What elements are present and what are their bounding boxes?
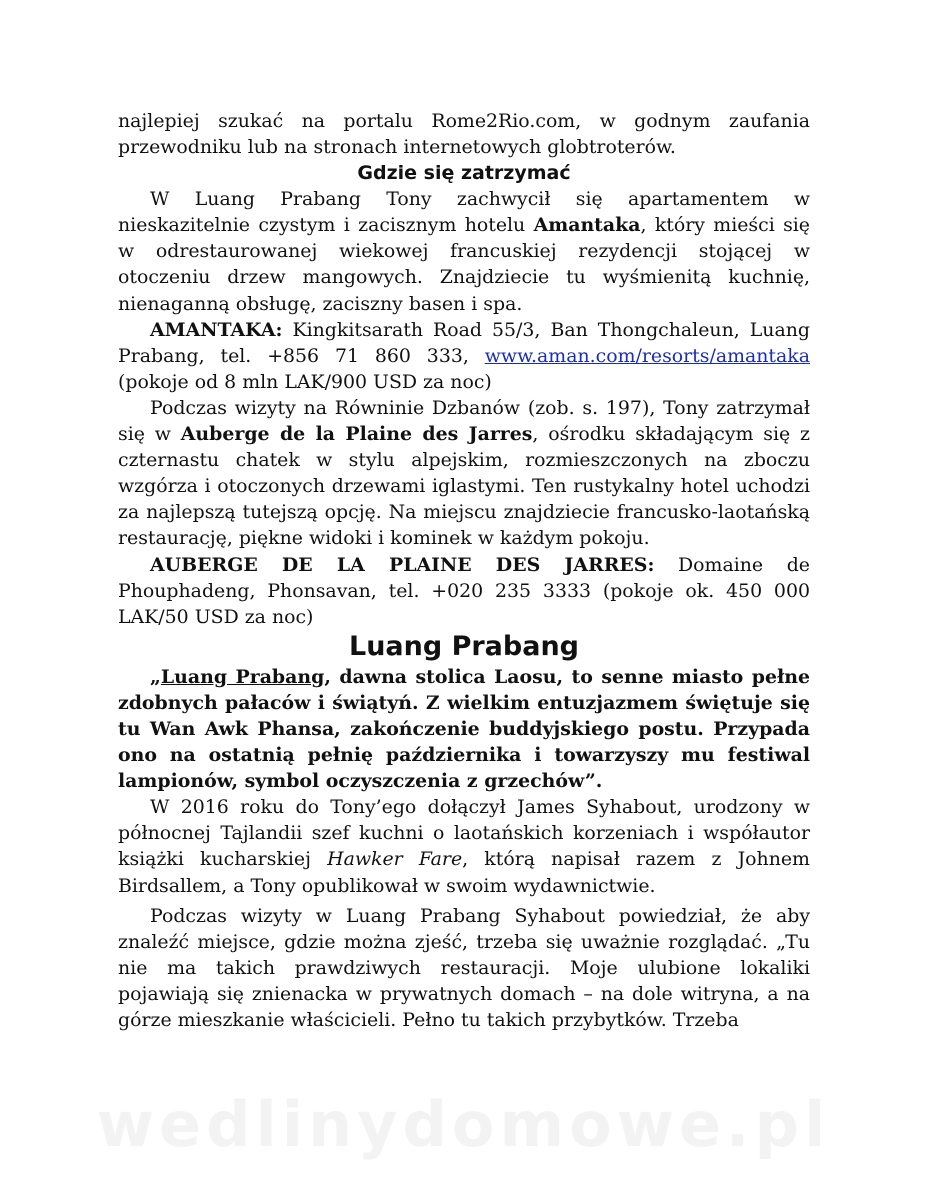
- paragraph-text: najlepiej szukać na portalu Rome2Rio.com, w godnym zaufania przewodniku lub na stronach internetowych globtroterów.: [118, 110, 810, 159]
- section-heading-where-to-stay: Gdzie się zatrzymać: [357, 162, 571, 185]
- paragraph-text: W 2016 roku do Tony’ego dołączył James Syhabout, urodzony w północnej Tajlandii szef kuchni o laotańskich korzeniach i współautor książki kucharskiej: [118, 796, 810, 871]
- hotel-name: Amantaka: [533, 214, 641, 237]
- chapter-heading-luang-prabang: Luang Prabang: [348, 630, 579, 662]
- paragraph-amantaka: [118, 186, 810, 316]
- book-title: Hawker Fare: [327, 848, 463, 871]
- paragraph-amantaka-contact: [118, 317, 810, 395]
- quote-mark: „: [150, 665, 161, 688]
- paragraph-text: Podczas wizyty na Równinie Dzbanów (zob. s. 197), Tony zatrzymał się w: [118, 396, 810, 446]
- hotel-label: AMANTAKA:: [150, 318, 283, 341]
- paragraph-text: , ośrodku składającym się z czternastu chatek w stylu alpejskim, rozmieszczonych na zboczu wzgórza i otoczonych drzewami iglastymi. Ten rustykalny hotel uchodzi za najlepszą tutejszą opcję. Na miejscu znajdziecie francusko-laotańską restaurację, piękne widoki i kominek w każdym pokoju.: [118, 423, 810, 550]
- paragraph-text: , którą napisał razem z Johnem Birdsallem, a Tony opublikował w swoim wydawnictwie.: [118, 848, 810, 897]
- paragraph-text: Domaine de Phouphadeng, Phonsavan, tel. +020 235 3333 (pokoje ok. 450 000 LAK/50 USD za noc): [118, 553, 810, 628]
- page-body: [118, 108, 810, 1033]
- quote-text: , dawna stolica Laosu, to senne miasto pełne zdobnych pałaców i świątyń. Z wielkim entuzjazmem świętuje się tu Wan Awk Phansa, zakończenie buddyjskiego postu. Przypada ono na ostatnią pełnię października i towarzyszy mu festiwal lampionów, symbol oczyszczenia z grzechów”.: [118, 665, 810, 793]
- paragraph-intro: [118, 108, 810, 160]
- quote-paragraph: [118, 664, 810, 794]
- paragraph-text: (pokoje od 8 mln LAK/900 USD za noc): [118, 370, 492, 393]
- amantaka-link[interactable]: www.aman.com/resorts/amantaka: [484, 344, 810, 367]
- paragraph-text: Kingkitsarath Road 55/3, Ban Thongchaleun, Luang Prabang, tel. +856 71 860 333,: [118, 318, 810, 367]
- paragraph-auberge-contact: [118, 552, 810, 630]
- watermark: wedlinydomowe.pl: [96, 1088, 831, 1161]
- paragraph-text: , który mieści się w odrestaurowanej wiekowej francuskiej rezydencji stojącej w otoczeniu drzew mangowych. Znajdziecie tu wyśmienitą kuchnię, nienaganną obsługę, zaciszny basen i spa.: [118, 214, 810, 315]
- hotel-name: Auberge de la Plaine des Jarres: [180, 423, 533, 446]
- paragraph-text: Podczas wizyty w Luang Prabang Syhabout powiedział, że aby znaleźć miejsce, gdzie można zjeść, trzeba się uważnie rozglądać. „Tu nie ma takich prawdziwych restauracji. Moje ulubione lokaliki pojawiają się znienacka w prywatnych domach – na dole witryna, a na górze mieszkanie właścicieli. Pełno tu takich przybytków. Trzeba: [118, 904, 810, 1031]
- paragraph-visit: [118, 903, 810, 1033]
- paragraph-text: W Luang Prabang Tony zachwycił się apartamentem w nieskazitelnie czystym i zacisznym hotelu: [118, 188, 810, 237]
- hotel-label: AUBERGE DE LA PLAINE DES JARRES:: [150, 553, 655, 576]
- place-name: Luang Prabang: [160, 665, 325, 688]
- paragraph-syhabout: [118, 794, 810, 898]
- paragraph-auberge: [118, 395, 810, 552]
